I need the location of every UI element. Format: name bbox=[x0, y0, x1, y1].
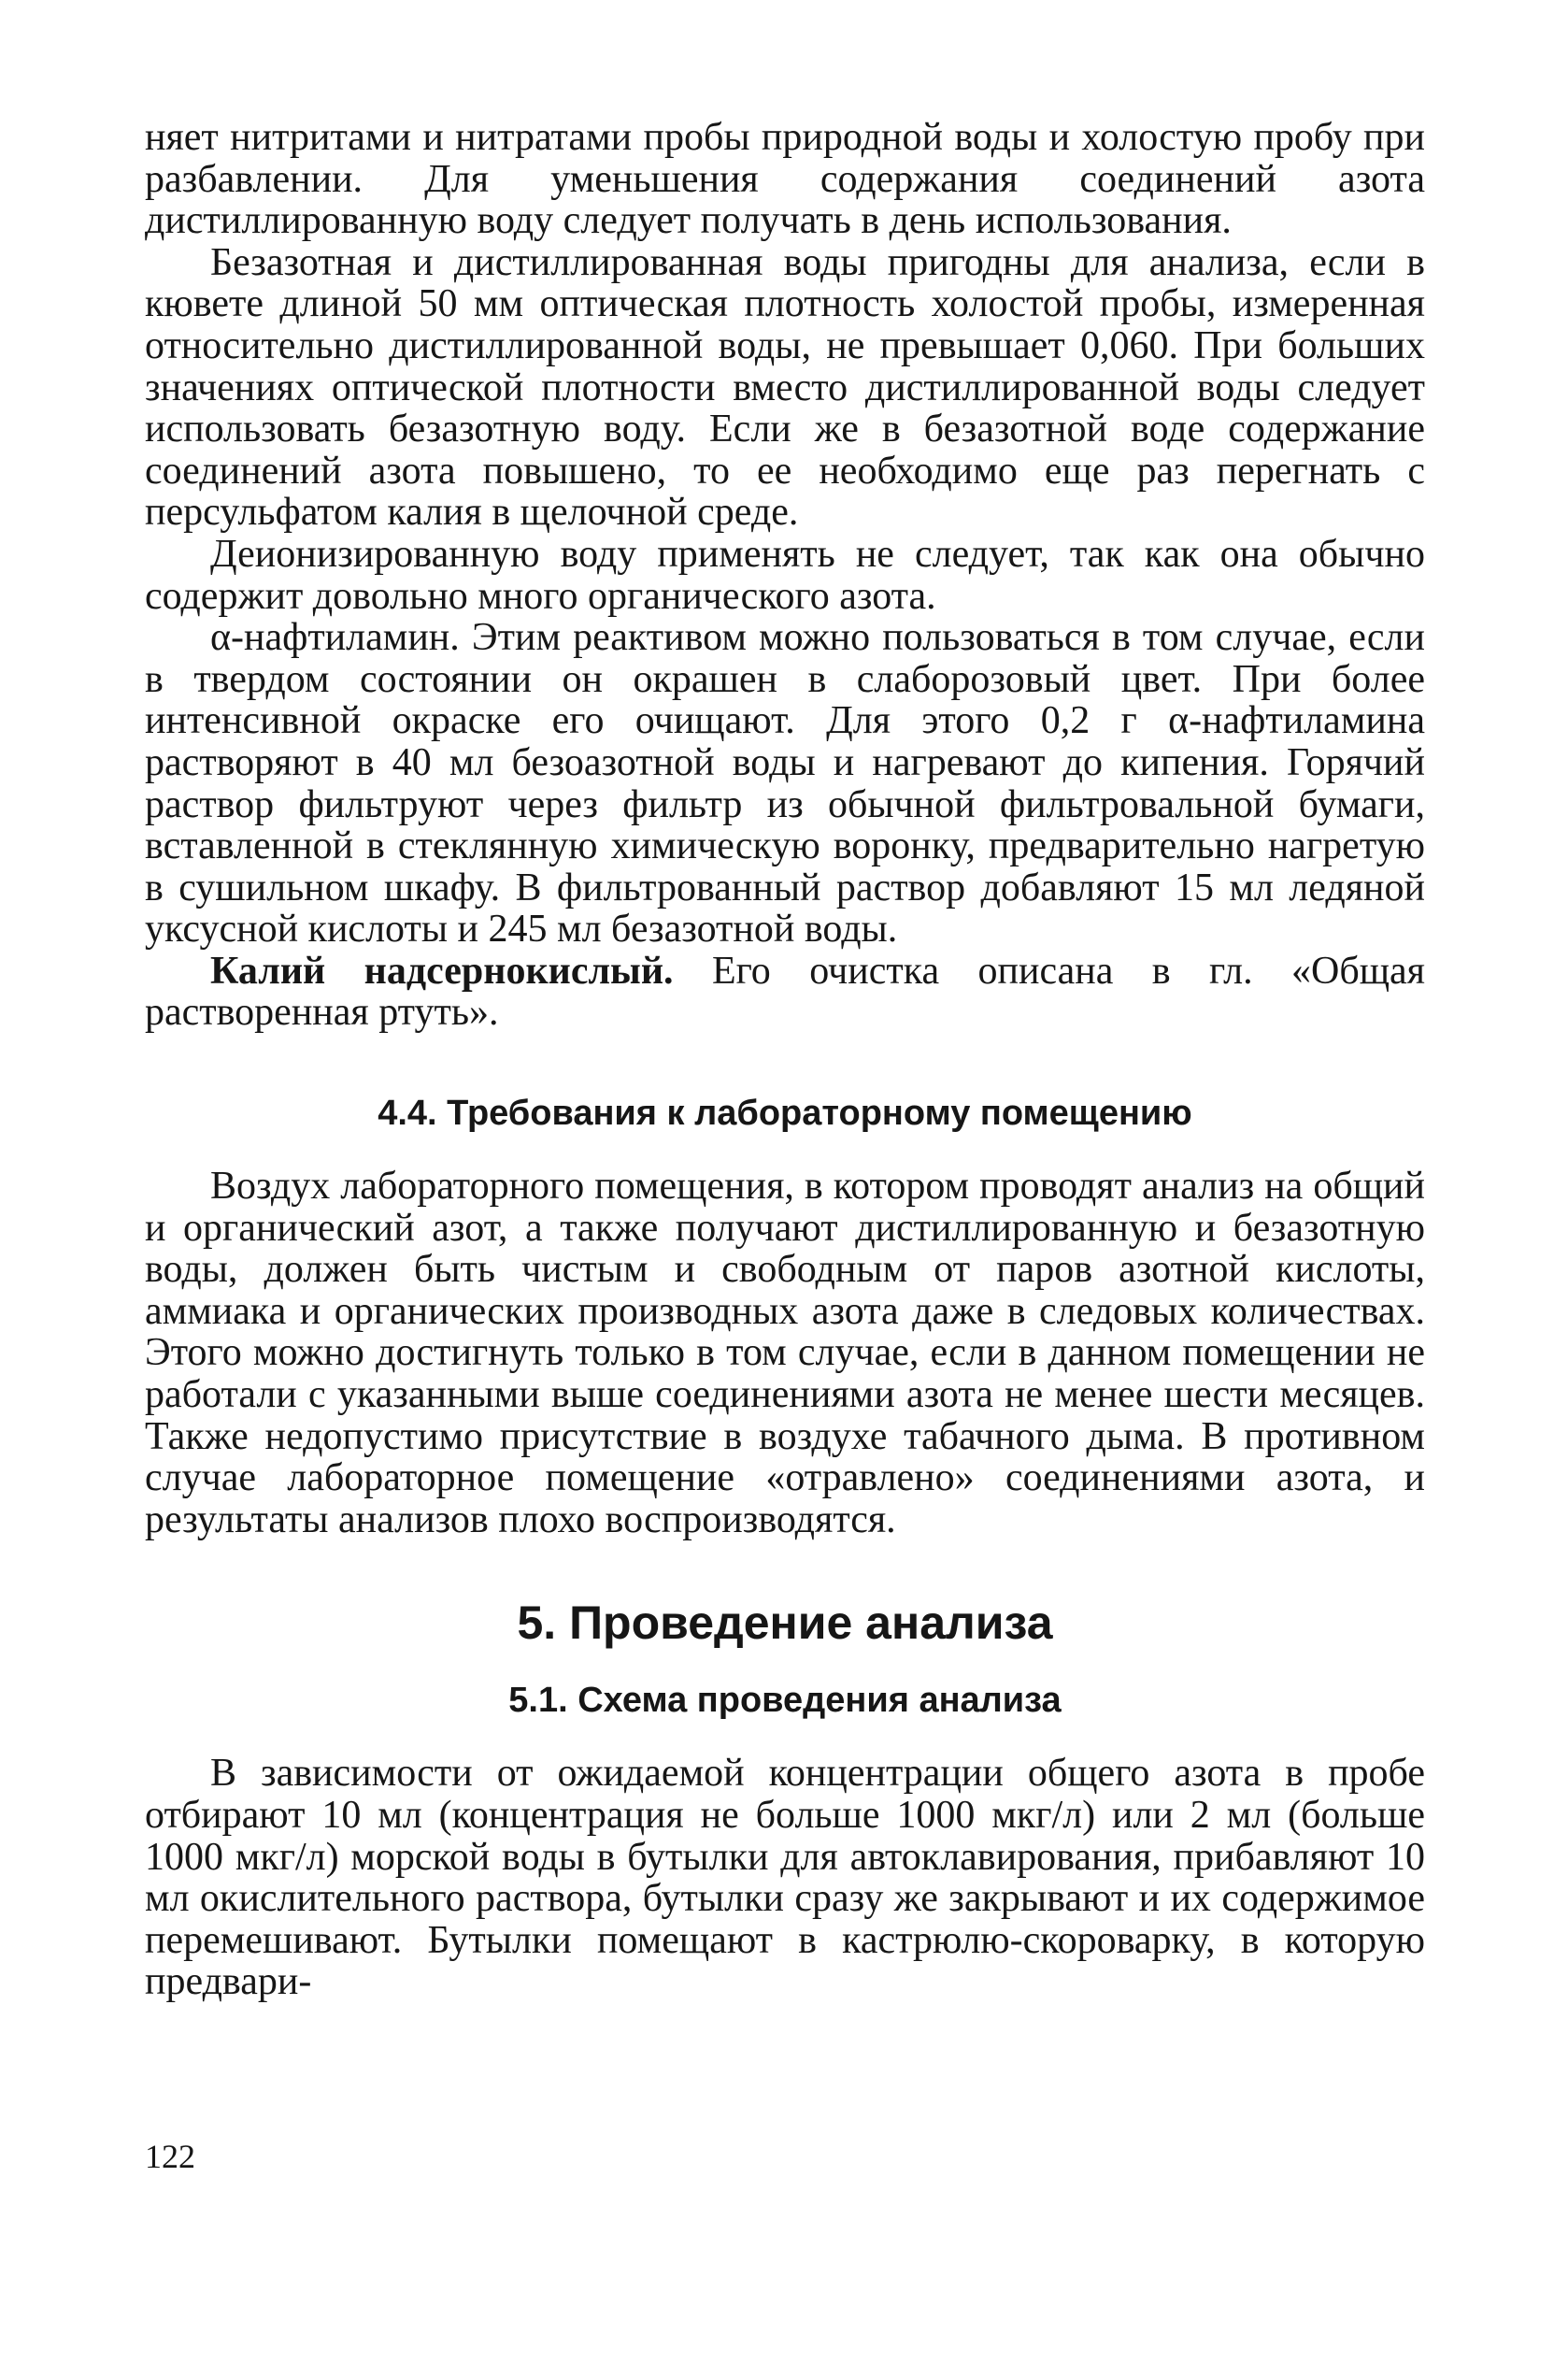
paragraph-deionized-water: Деионизированную воду применять не следует, так как она обычно содержит довольно много органического азота. bbox=[145, 532, 1425, 618]
paragraph-continuation: няет нитритами и нитратами пробы природной воды и холостую пробу при разбавлении. Для уменьшения содержания соединений азота дистиллированную воду следует получать в день использования. bbox=[145, 116, 1425, 243]
section-4-4-title: 4.4. Требования к лабораторному помещению bbox=[378, 1094, 1192, 1134]
paragraph-potassium-persulfate bbox=[145, 951, 1425, 1034]
page-body bbox=[145, 117, 1425, 2003]
potassium-text: Его очистка описана в гл. «Общая растворенная ртуть». bbox=[145, 949, 1426, 1035]
section-4-4-text: Воздух лабораторного помещения, в котором проводят анализ на общий и органический азот, а также получают дистиллированную и безазотную воды, должен быть чистым и свободным от паров азотной кислоты, аммиака и органических производных азота даже в следовых количествах. Этого можно достигнуть только в том случае, если в данном помещении не работали с указанными выше соединениями азота не менее шести месяцев. Также недопустимо присутствие в воздухе табачного дыма. В противном случае лабораторное помещение «отравлено» соединениями азота, и результаты анализов плохо воспроизводятся. bbox=[145, 1165, 1425, 1541]
potassium-lead: Калий надсернокислый. bbox=[210, 949, 674, 993]
page-number: 122 bbox=[145, 2138, 195, 2175]
paragraph-water-suitability: Безазотная и дистиллированная воды пригодны для анализа, если в кювете длиной 50 мм оптическая плотность холостой пробы, измеренная относительно дистиллированной воды, не превышает 0,060. При больших значениях оптической плотности вместо дистиллированной воды следует использовать безазотную воду. Если же в безазотной воде содержание соединений азота повышено, то ее необходимо еще раз перегнать с персульфатом калия в щелочной среде. bbox=[145, 240, 1425, 535]
section-5-1-text: В зависимости от ожидаемой концентрации общего азота в пробе отбирают 10 мл (концентрация не больше 1000 мкг/л) или 2 мл (больше 1000 мкг/л) морской воды в бутылки для автоклавирования, прибавляют 10 мл окислительного раствора, бутылки сразу же закрывают и их содержимое перемешивают. Бутылки помещают в кастрюлю-скороварку, в которую предвари- bbox=[145, 1752, 1425, 2004]
paragraph-naphthylamine: α-нафтиламин. Этим реактивом можно пользоваться в том случае, если в твердом состоянии он окрашен в слаборозовый цвет. При более интенсивной окраске его очищают. Для этого 0,2 г α-нафтиламина растворяют в 40 мл безоазотной воды и нагревают до кипения. Горячий раствор фильтруют через фильтр из обычной фильтровальной бумаги, вставленной в стеклянную химическую воронку, предварительно нагретую в сушильном шкафу. В фильтрованный раствор добавляют 15 мл ледяной уксусной кислоты и 245 мл безазотной воды. bbox=[145, 616, 1425, 952]
chapter-5-title: 5. Проведение анализа bbox=[517, 1597, 1053, 1650]
section-5-1-title: 5.1. Схема проведения анализа bbox=[508, 1681, 1062, 1721]
